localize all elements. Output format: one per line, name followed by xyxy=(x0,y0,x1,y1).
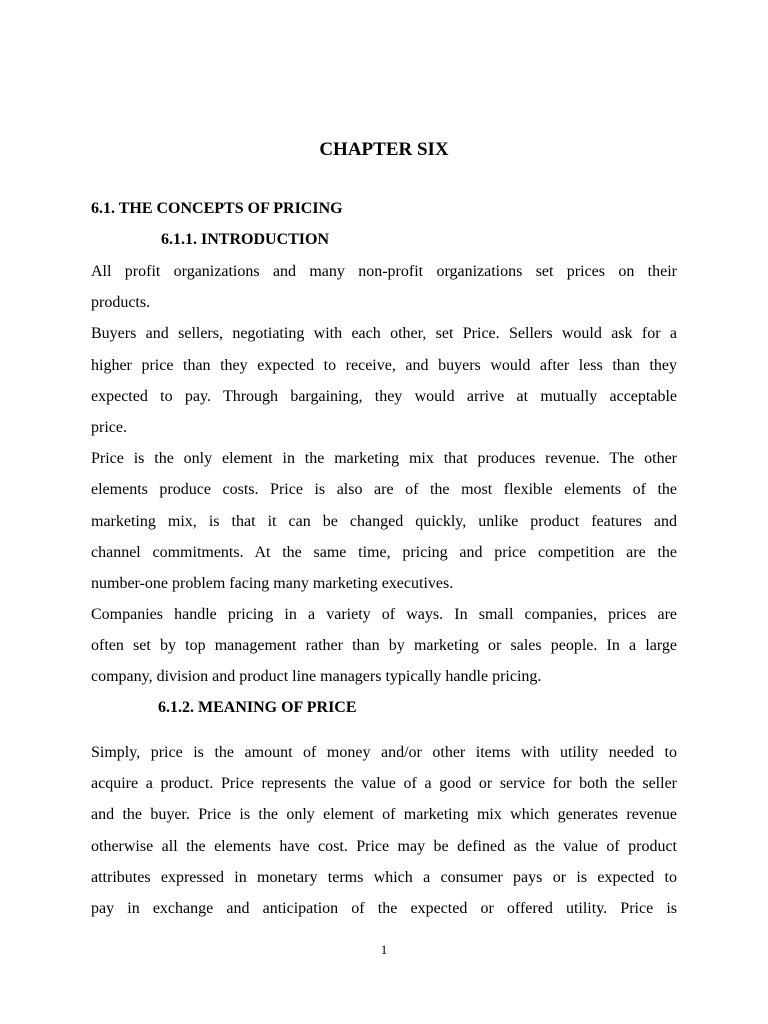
introduction-body xyxy=(91,256,677,693)
text-line: acquire a product. Price represents the value of a good or service for both the seller xyxy=(91,775,677,793)
text-line: channel commitments. At the same time, pricing and price competition are the xyxy=(91,543,677,561)
text-line: otherwise all the elements have cost. Price may be defined as the value of product xyxy=(91,837,677,855)
text-line: company, division and product line managers typically handle pricing. xyxy=(91,668,542,686)
text-line: All profit organizations and many non-profit organizations set prices on their xyxy=(91,263,677,280)
text-line: Price is the only element in the marketing mix that produces revenue. The other xyxy=(91,450,677,468)
subsection-heading-meaning-of-price: 6.1.2. MEANING OF PRICE xyxy=(158,699,357,716)
text-line: Companies handle pricing in a variety of ways. In small companies, prices are xyxy=(91,606,677,624)
chapter-title: CHAPTER SIX xyxy=(319,139,449,160)
text-line: Buyers and sellers, negotiating with each other, set Price. Sellers would ask for a xyxy=(91,325,677,343)
text-line: Simply, price is the amount of money and/or other items with utility needed to xyxy=(91,744,677,761)
text-line: marketing mix, is that it can be changed quickly, unlike product features and xyxy=(91,512,677,530)
subsection-heading-introduction: 6.1.1. INTRODUCTION xyxy=(161,231,330,248)
text-line: products. xyxy=(91,294,151,312)
text-line: elements produce costs. Price is also are of the most flexible elements of the xyxy=(91,481,677,499)
text-line: pay in exchange and anticipation of the expected or offered utility. Price is xyxy=(91,899,677,917)
page-number: 1 xyxy=(380,942,388,957)
text-line: price. xyxy=(91,418,127,436)
text-line: expected to pay. Through bargaining, they would arrive at mutually acceptable xyxy=(91,387,677,405)
meaning-of-price-body xyxy=(91,737,677,924)
text-line: higher price than they expected to receive, and buyers would after less than they xyxy=(91,356,677,374)
text-line: number-one problem facing many marketing executives. xyxy=(91,574,454,592)
text-line: attributes expressed in monetary terms which a consumer pays or is expected to xyxy=(91,868,677,886)
text-line: often set by top management rather than by marketing or sales people. In a large xyxy=(91,637,677,655)
text-line: and the buyer. Price is the only element of marketing mix which generates revenue xyxy=(91,806,677,824)
section-heading: 6.1. THE CONCEPTS OF PRICING xyxy=(91,200,343,217)
